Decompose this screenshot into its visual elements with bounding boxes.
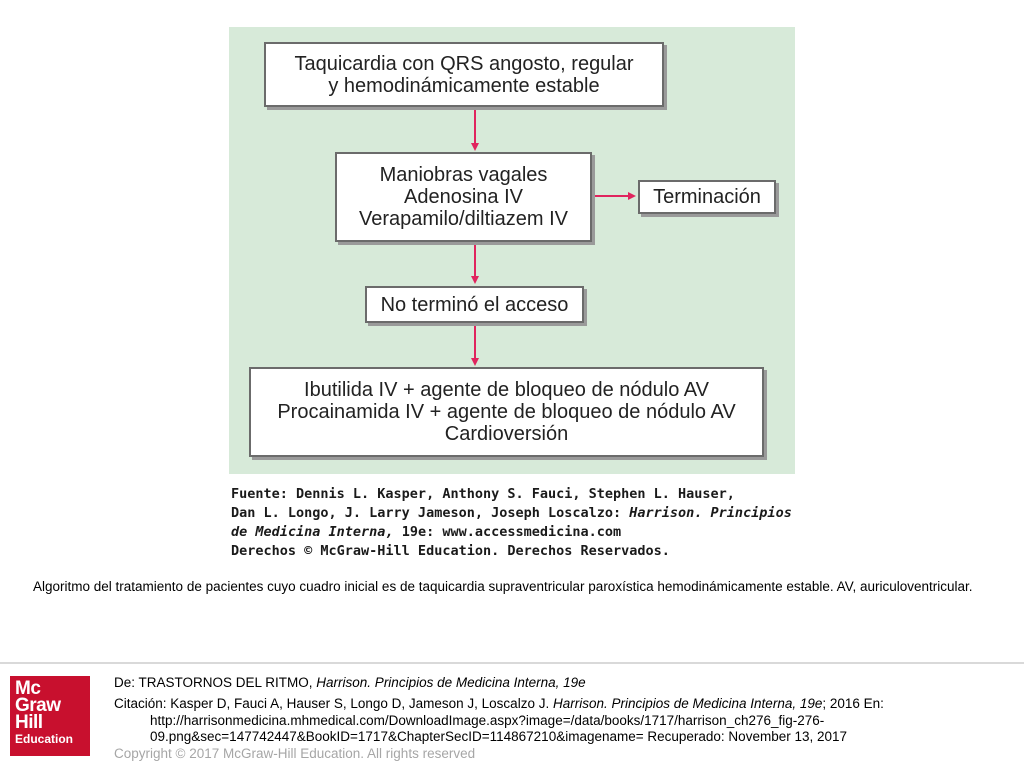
- mcgraw-hill-logo: Mc Graw Hill Education: [10, 676, 90, 756]
- box5-line3: Cardioversión: [444, 423, 569, 445]
- source-credit-line2: Dan L. Longo, J. Larry Jameson, Joseph Loscalzo: Harrison. Principios: [231, 505, 792, 521]
- source-credit-line3: de Medicina Interna, 19e: www.accessmedicina.com: [231, 524, 622, 540]
- box2-line3: Verapamilo/diltiazem IV: [359, 208, 568, 230]
- figure-caption: Algoritmo del tratamiento de pacientes cuyo cuadro inicial es de taquicardia supraventricular paroxística hemodinámicamente estable. AV, auriculoventricular.: [33, 579, 973, 594]
- box5-line1: Ibutilida IV + agente de bloqueo de nódulo AV: [304, 379, 709, 401]
- box1-line2: y hemodinámicamente estable: [328, 74, 600, 97]
- box3-line1: Terminación: [653, 186, 761, 208]
- citation-url-line2: 09.png&sec=147742447&BookID=1717&ChapterSecID=114867210&imagename= Recuperado: November 13, 2017: [150, 729, 848, 744]
- citation-url-line1: http://harrisonmedicina.mhmedical.com/DownloadImage.aspx?image=/data/books/1717/harrison_ch276_fig-276-: [150, 712, 825, 728]
- box2-line1: Maniobras vagales: [379, 164, 548, 186]
- flowchart: [229, 27, 795, 474]
- box-second-line-treatment: [249, 367, 764, 457]
- box5-line2: Procainamida IV + agente de bloqueo de nódulo AV: [277, 401, 736, 423]
- box4-line1: No terminó el acceso: [380, 293, 569, 316]
- source-credit-line1: Fuente: Dennis L. Kasper, Anthony S. Fauci, Stephen L. Hauser,: [231, 486, 735, 502]
- source-line: De: TRASTORNOS DEL RITMO, Harrison. Principios de Medicina Interna, 19e: [114, 675, 586, 690]
- footer-divider: [0, 662, 1024, 664]
- source-credit: [229, 485, 797, 561]
- copyright-notice: Copyright © 2017 McGraw-Hill Education. All rights reserved: [114, 746, 476, 761]
- box-termination: [638, 180, 776, 214]
- source-credit-line4: Derechos © McGraw-Hill Education. Derechos Reservados.: [231, 543, 670, 559]
- box1-line1: Taquicardia con QRS angosto, regular: [294, 52, 634, 75]
- box-not-terminated: [365, 286, 584, 323]
- figure: [229, 27, 795, 562]
- box-narrow-qrs-tachycardia: [264, 42, 664, 107]
- box-initial-treatment: [335, 152, 592, 242]
- citation: Citación: Kasper D, Fauci A, Hauser S, Longo D, Jameson J, Loscalzo J. Harrison. Principios de Medicina Interna, 19e; 2016 En: http://harrisonmedicina.mhmedical.com/DownloadImage.aspx?image=/data/books/1717/harrison_ch276_fig-276- 09.png&sec=147742447&BookID=1717&ChapterSecID=114867210&imagename= Recuperado: November 13, 2017: [114, 696, 1014, 746]
- box2-line2: Adenosina IV: [404, 186, 523, 208]
